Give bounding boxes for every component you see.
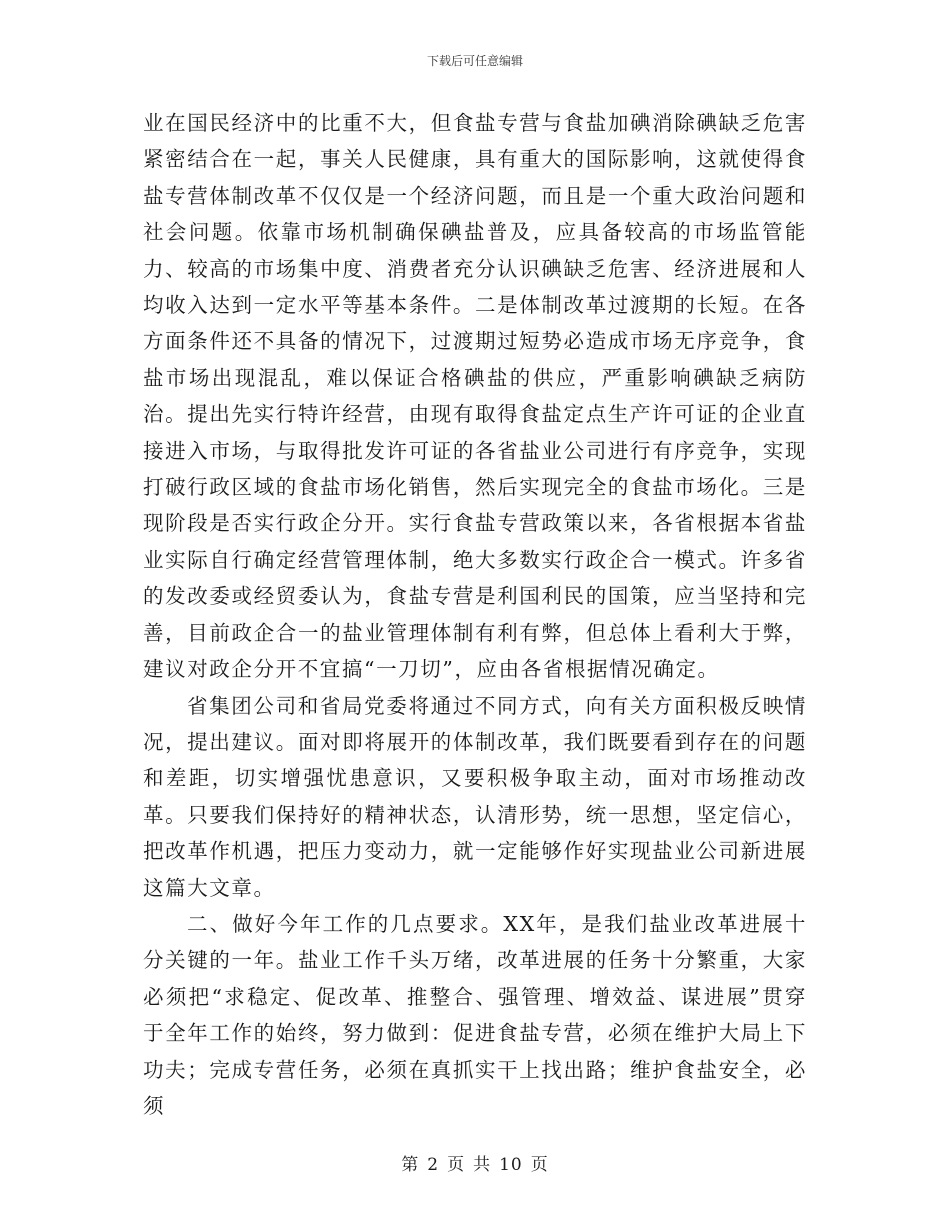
footer-current-page: 2 (427, 1155, 440, 1175)
paragraph-1: 业在国民经济中的比重不大，但食盐专营与食盐加碘消除碘缺乏危害紧密结合在一起，事关人民健康，具有重大的国际影响，这就使得食盐专营体制改革不仅仅是一个经济问题，而且是一个重大政治问题和社会问题。依靠市场机制确保碘盐普及，应具备较高的市场监管能力、较高的市场集中度、消费者充分认识碘缺乏危害、经济进展和人均收入达到一定水平等基本条件。二是体制改革过渡期的长短。在各方面条件还不具备的情况下，过渡期过短势必造成市场无序竞争，食盐市场出现混乱，难以保证合格碘盐的供应，严重影响碘缺乏病防治。提出先实行特许经营，由现有取得食盐定点生产许可证的企业直接进入市场，与取得批发许可证的各省盐业公司进行有序竞争，实现打破行政区域的食盐市场化销售，然后实现完全的食盐市场化。三是现阶段是否实行政企分开。实行食盐专营政策以来，各省根据本省盐业实际自行确定经营管理体制，绝大多数实行政企合一模式。许多省的发改委或经贸委认为，食盐专营是利国利民的国策，应当坚持和完善，目前政企合一的盐业管理体制有利有弊，但总体上看利大于弊，建议对政企分开不宜搞“一刀切”，应由各省根据情况确定。 (143, 111, 807, 682)
paragraph-3: 二、做好今年工作的几点要求。XX年，是我们盐业改革进展十分关键的一年。盐业工作千头万绪，改革进展的任务十分繁重，大家必须把“求稳定、促改革、推整合、强管理、增效益、谋进展”贯穿于全年工作的始终，努力做到：促进食盐专营，必须在维护大局上下功夫；完成专营任务，必须在真抓实干上找出路；维护食盐安全，必须 (143, 911, 807, 1118)
paragraph-2: 省集团公司和省局党委将通过不同方式，向有关方面积极反映情况，提出建议。面对即将展开的体制改革，我们既要看到存在的问题和差距，切实增强忧患意识，又要积极争取主动，面对市场推动改革。只要我们保持好的精神状态，认清形势，统一思想，坚定信心，把改革作机遇，把压力变动力，就一定能够作好实现盐业公司新进展这篇大文章。 (143, 693, 807, 900)
document-body (143, 105, 807, 1124)
page-footer (0, 1155, 950, 1175)
footer-suffix: 页 (530, 1155, 549, 1175)
footer-prefix: 第 (401, 1155, 420, 1175)
footer-total-pages: 10 (499, 1155, 523, 1175)
footer-total-word: 共 (473, 1155, 492, 1175)
page-header-note: 下载后可任意编辑 (426, 54, 523, 68)
footer-page-word: 页 (447, 1155, 466, 1175)
